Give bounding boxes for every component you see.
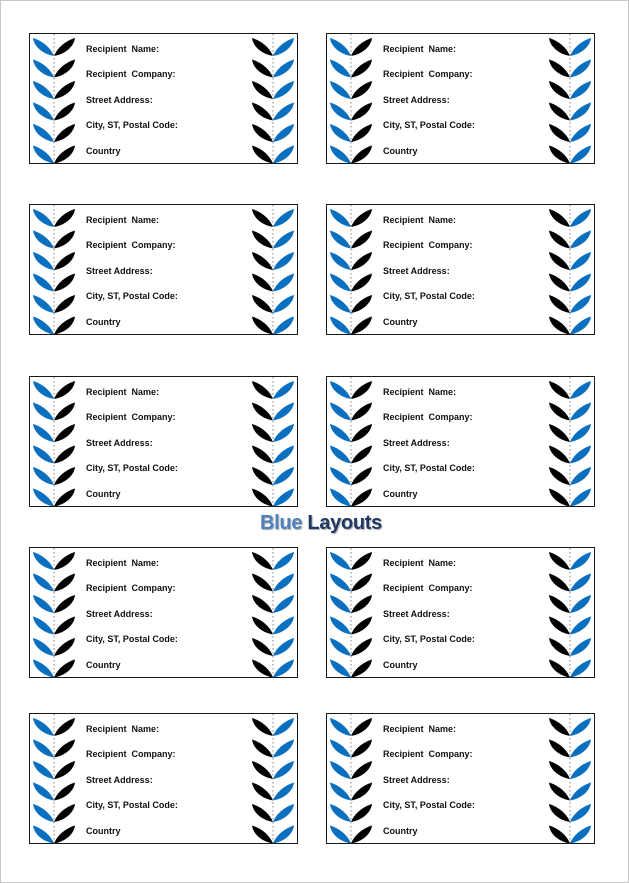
label-field-text[interactable]: Country — [86, 145, 121, 156]
label-field-text[interactable]: City, ST, Postal Code: — [383, 800, 475, 811]
label-field-text[interactable]: Recipient Name: — [383, 44, 457, 54]
address-label — [29, 204, 298, 335]
vine-border-left — [32, 377, 76, 506]
label-field-text[interactable]: Recipient Company: — [86, 583, 176, 594]
vine-border-right — [548, 714, 592, 843]
label-field-text[interactable]: Street Address: — [86, 94, 153, 105]
label-field-text[interactable]: Recipient Company: — [383, 412, 473, 423]
label-field-text[interactable]: Recipient Name: — [86, 387, 160, 397]
label-field-text[interactable]: Street Address: — [383, 94, 450, 105]
label-fields — [383, 386, 475, 513]
address-label — [29, 713, 298, 844]
label-fields — [383, 557, 475, 684]
label-field-text[interactable]: Street Address: — [383, 608, 450, 619]
label-field-text[interactable]: Street Address: — [383, 265, 450, 276]
label-field-text[interactable]: Street Address: — [86, 608, 153, 619]
label-field-text[interactable]: Recipient Name: — [86, 44, 160, 54]
label-field-text[interactable]: Recipient Name: — [86, 558, 160, 568]
label-field-text[interactable]: Country — [86, 488, 121, 499]
label-field-text[interactable]: Recipient Company: — [383, 749, 473, 760]
label-field-text[interactable]: Street Address: — [383, 437, 450, 448]
label-fields — [383, 214, 475, 341]
label-field-text[interactable]: Recipient Name: — [383, 387, 457, 397]
label-field-text[interactable]: Country — [86, 659, 121, 670]
address-label — [326, 547, 595, 678]
label-field-text[interactable]: Recipient Company: — [86, 69, 176, 80]
watermark-word-blue: Blue — [260, 512, 303, 534]
label-field-text[interactable]: Country — [383, 659, 418, 670]
label-field-text[interactable]: Recipient Company: — [383, 583, 473, 594]
label-field-text[interactable]: Recipient Company: — [86, 240, 176, 251]
vine-border-right — [251, 377, 295, 506]
label-field-text[interactable]: Street Address: — [86, 437, 153, 448]
label-field-text[interactable]: Country — [86, 825, 121, 836]
label-fields — [383, 43, 475, 170]
vine-border-left — [32, 34, 76, 163]
label-fields — [86, 723, 178, 850]
label-field-text[interactable]: City, ST, Postal Code: — [86, 291, 178, 302]
label-field-text[interactable]: City, ST, Postal Code: — [383, 291, 475, 302]
label-field-text[interactable]: Street Address: — [86, 265, 153, 276]
label-fields — [86, 214, 178, 341]
vine-border-right — [548, 548, 592, 677]
vine-border-right — [251, 714, 295, 843]
vine-border-right — [548, 205, 592, 334]
vine-border-right — [548, 377, 592, 506]
watermark-word-layouts: Layouts — [307, 512, 382, 534]
label-field-text[interactable]: Country — [383, 825, 418, 836]
label-fields — [86, 386, 178, 513]
label-fields — [86, 557, 178, 684]
vine-border-left — [329, 205, 373, 334]
label-field-text[interactable]: Recipient Company: — [86, 749, 176, 760]
label-field-text[interactable]: Recipient Name: — [86, 724, 160, 734]
label-fields — [86, 43, 178, 170]
vine-border-left — [329, 377, 373, 506]
label-field-text[interactable]: Recipient Name: — [383, 215, 457, 225]
label-field-text[interactable]: City, ST, Postal Code: — [86, 634, 178, 645]
address-label — [29, 33, 298, 164]
label-field-text[interactable]: Country — [86, 316, 121, 327]
vine-border-left — [329, 34, 373, 163]
vine-border-left — [32, 714, 76, 843]
label-field-text[interactable]: City, ST, Postal Code: — [383, 463, 475, 474]
label-field-text[interactable]: City, ST, Postal Code: — [383, 120, 475, 131]
address-label — [326, 376, 595, 507]
address-label — [326, 713, 595, 844]
label-field-text[interactable]: City, ST, Postal Code: — [86, 800, 178, 811]
vine-border-left — [32, 548, 76, 677]
label-field-text[interactable]: Recipient Company: — [86, 412, 176, 423]
label-field-text[interactable]: City, ST, Postal Code: — [383, 634, 475, 645]
label-field-text[interactable]: Country — [383, 316, 418, 327]
label-field-text[interactable]: Country — [383, 145, 418, 156]
label-field-text[interactable]: City, ST, Postal Code: — [86, 463, 178, 474]
address-label — [326, 204, 595, 335]
label-field-text[interactable]: Street Address: — [86, 774, 153, 785]
watermark-logo — [260, 512, 382, 535]
label-fields — [383, 723, 475, 850]
vine-border-right — [251, 205, 295, 334]
label-field-text[interactable]: Street Address: — [383, 774, 450, 785]
label-field-text[interactable]: Recipient Company: — [383, 240, 473, 251]
vine-border-left — [32, 205, 76, 334]
vine-border-right — [251, 34, 295, 163]
vine-border-right — [251, 548, 295, 677]
label-field-text[interactable]: Recipient Name: — [383, 724, 457, 734]
label-field-text[interactable]: City, ST, Postal Code: — [86, 120, 178, 131]
address-label — [29, 547, 298, 678]
label-field-text[interactable]: Recipient Name: — [383, 558, 457, 568]
label-field-text[interactable]: Country — [383, 488, 418, 499]
label-field-text[interactable]: Recipient Name: — [86, 215, 160, 225]
address-label — [29, 376, 298, 507]
vine-border-left — [329, 548, 373, 677]
address-label — [326, 33, 595, 164]
vine-border-left — [329, 714, 373, 843]
label-field-text[interactable]: Recipient Company: — [383, 69, 473, 80]
vine-border-right — [548, 34, 592, 163]
